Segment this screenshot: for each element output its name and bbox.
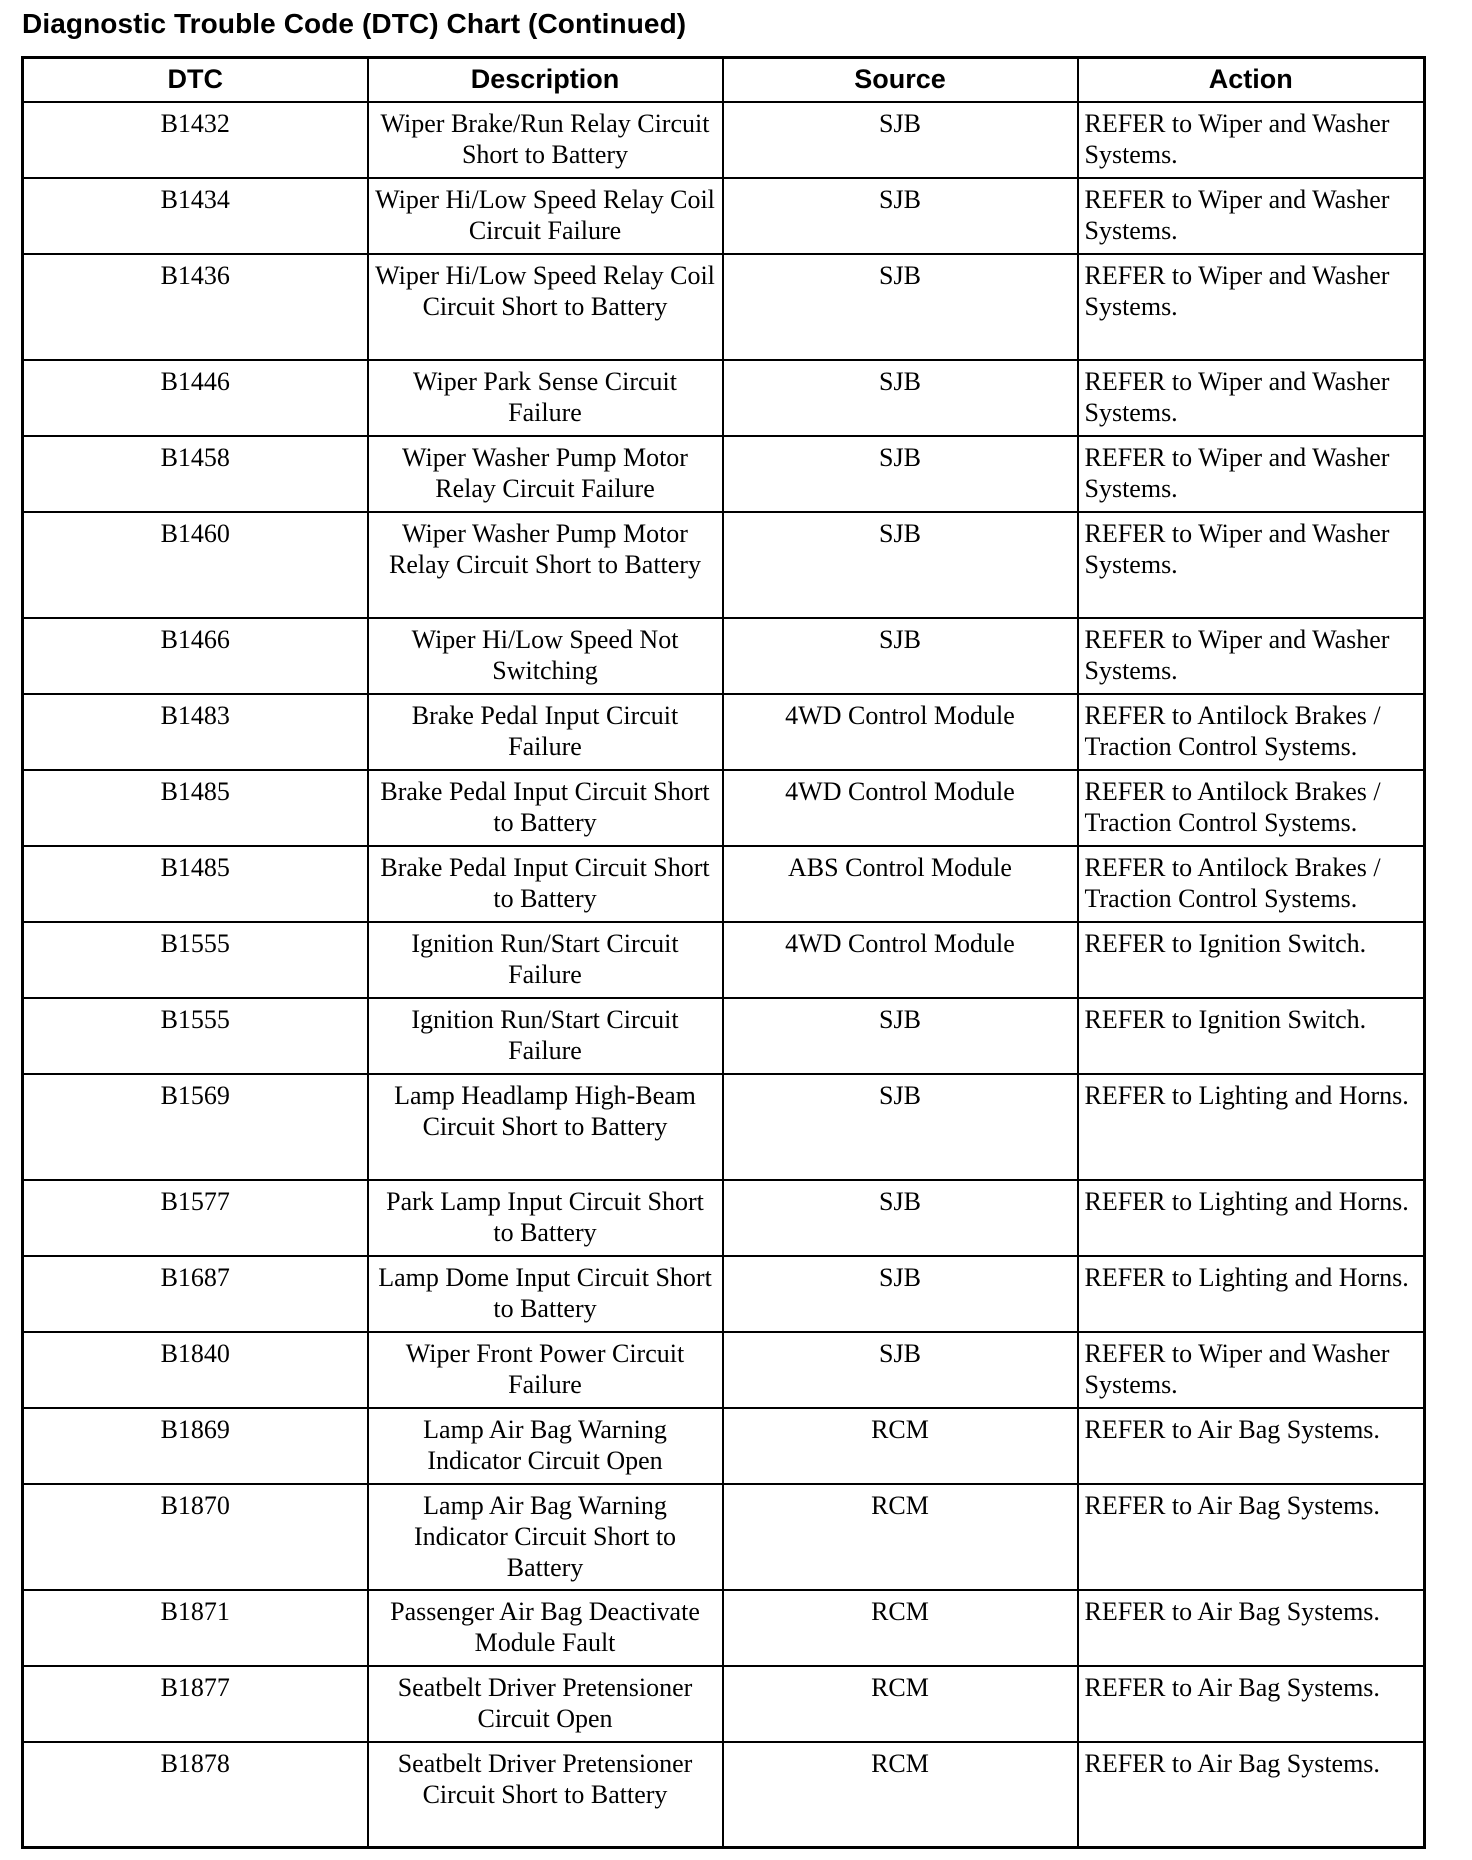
table-row [23,1484,1425,1590]
table-header-row [23,58,1425,102]
table-row [23,1742,1425,1848]
description-cell: Lamp Headlamp High-Beam Circuit Short to Battery [368,1074,723,1180]
action-cell: REFER to Wiper and Washer Systems. [1078,360,1425,436]
dtc-code-cell: B1436 [23,254,368,360]
source-cell: 4WD Control Module [723,770,1078,846]
description-cell: Wiper Hi/Low Speed Relay Coil Circuit Short to Battery [368,254,723,360]
dtc-code-cell: B1458 [23,436,368,512]
table-row [23,618,1425,694]
description-cell: Wiper Hi/Low Speed Not Switching [368,618,723,694]
action-cell: REFER to Wiper and Washer Systems. [1078,1332,1425,1408]
source-cell: SJB [723,1256,1078,1332]
dtc-code-cell: B1483 [23,694,368,770]
dtc-code-cell: B1869 [23,1408,368,1484]
dtc-code-cell: B1446 [23,360,368,436]
source-cell: 4WD Control Module [723,922,1078,998]
column-header-dtc: DTC [23,58,368,102]
source-cell: SJB [723,512,1078,618]
source-cell: SJB [723,1180,1078,1256]
action-cell: REFER to Wiper and Washer Systems. [1078,178,1425,254]
table-row [23,1256,1425,1332]
table-row [23,1074,1425,1180]
dtc-code-cell: B1485 [23,846,368,922]
description-cell: Park Lamp Input Circuit Short to Battery [368,1180,723,1256]
action-cell: REFER to Air Bag Systems. [1078,1666,1425,1742]
table-row [23,922,1425,998]
dtc-code-cell: B1466 [23,618,368,694]
table-row [23,1180,1425,1256]
dtc-code-cell: B1485 [23,770,368,846]
action-cell: REFER to Lighting and Horns. [1078,1256,1425,1332]
description-cell: Brake Pedal Input Circuit Failure [368,694,723,770]
description-cell: Lamp Air Bag Warning Indicator Circuit Short to Battery [368,1484,723,1590]
dtc-code-cell: B1870 [23,1484,368,1590]
table-row [23,1332,1425,1408]
source-cell: 4WD Control Module [723,694,1078,770]
column-header-description: Description [368,58,723,102]
action-cell: REFER to Wiper and Washer Systems. [1078,436,1425,512]
action-cell: REFER to Lighting and Horns. [1078,1180,1425,1256]
description-cell: Wiper Front Power Circuit Failure [368,1332,723,1408]
description-cell: Brake Pedal Input Circuit Short to Battery [368,846,723,922]
description-cell: Wiper Hi/Low Speed Relay Coil Circuit Failure [368,178,723,254]
source-cell: RCM [723,1666,1078,1742]
table-row [23,102,1425,178]
description-cell: Wiper Washer Pump Motor Relay Circuit Failure [368,436,723,512]
page-title: Diagnostic Trouble Code (DTC) Chart (Continued) [22,8,687,39]
description-cell: Ignition Run/Start Circuit Failure [368,998,723,1074]
table-row [23,1408,1425,1484]
table-row [23,360,1425,436]
table-row [23,694,1425,770]
dtc-code-cell: B1569 [23,1074,368,1180]
dtc-code-cell: B1871 [23,1590,368,1666]
action-cell: REFER to Wiper and Washer Systems. [1078,254,1425,360]
dtc-code-cell: B1555 [23,922,368,998]
action-cell: REFER to Air Bag Systems. [1078,1742,1425,1848]
source-cell: SJB [723,436,1078,512]
dtc-code-cell: B1840 [23,1332,368,1408]
source-cell: SJB [723,102,1078,178]
description-cell: Brake Pedal Input Circuit Short to Battery [368,770,723,846]
dtc-code-cell: B1877 [23,1666,368,1742]
source-cell: SJB [723,1074,1078,1180]
source-cell: RCM [723,1484,1078,1590]
source-cell: SJB [723,254,1078,360]
table-row [23,846,1425,922]
source-cell: RCM [723,1408,1078,1484]
description-cell: Wiper Washer Pump Motor Relay Circuit Short to Battery [368,512,723,618]
dtc-code-cell: B1555 [23,998,368,1074]
source-cell: SJB [723,178,1078,254]
dtc-code-cell: B1577 [23,1180,368,1256]
dtc-code-cell: B1434 [23,178,368,254]
action-cell: REFER to Wiper and Washer Systems. [1078,618,1425,694]
action-cell: REFER to Air Bag Systems. [1078,1590,1425,1666]
source-cell: SJB [723,360,1078,436]
action-cell: REFER to Ignition Switch. [1078,922,1425,998]
action-cell: REFER to Air Bag Systems. [1078,1484,1425,1590]
description-cell: Passenger Air Bag Deactivate Module Fault [368,1590,723,1666]
action-cell: REFER to Antilock Brakes / Traction Control Systems. [1078,846,1425,922]
dtc-code-cell: B1878 [23,1742,368,1848]
action-cell: REFER to Lighting and Horns. [1078,1074,1425,1180]
column-header-source: Source [723,58,1078,102]
table-row [23,770,1425,846]
dtc-code-cell: B1460 [23,512,368,618]
source-cell: RCM [723,1742,1078,1848]
table-row [23,1666,1425,1742]
action-cell: REFER to Ignition Switch. [1078,998,1425,1074]
description-cell: Seatbelt Driver Pretensioner Circuit Open [368,1666,723,1742]
source-cell: SJB [723,1332,1078,1408]
table-row [23,436,1425,512]
table-row [23,178,1425,254]
column-header-action: Action [1078,58,1425,102]
source-cell: ABS Control Module [723,846,1078,922]
description-cell: Lamp Dome Input Circuit Short to Battery [368,1256,723,1332]
dtc-code-cell: B1432 [23,102,368,178]
dtc-chart-table [21,56,1426,1849]
table-row [23,998,1425,1074]
table-row [23,512,1425,618]
action-cell: REFER to Wiper and Washer Systems. [1078,512,1425,618]
description-cell: Wiper Park Sense Circuit Failure [368,360,723,436]
action-cell: REFER to Antilock Brakes / Traction Control Systems. [1078,770,1425,846]
source-cell: SJB [723,618,1078,694]
description-cell: Lamp Air Bag Warning Indicator Circuit Open [368,1408,723,1484]
table-row [23,1590,1425,1666]
action-cell: REFER to Air Bag Systems. [1078,1408,1425,1484]
source-cell: SJB [723,998,1078,1074]
action-cell: REFER to Wiper and Washer Systems. [1078,102,1425,178]
description-cell: Ignition Run/Start Circuit Failure [368,922,723,998]
table-row [23,254,1425,360]
description-cell: Wiper Brake/Run Relay Circuit Short to Battery [368,102,723,178]
source-cell: RCM [723,1590,1078,1666]
dtc-code-cell: B1687 [23,1256,368,1332]
description-cell: Seatbelt Driver Pretensioner Circuit Short to Battery [368,1742,723,1848]
action-cell: REFER to Antilock Brakes / Traction Control Systems. [1078,694,1425,770]
